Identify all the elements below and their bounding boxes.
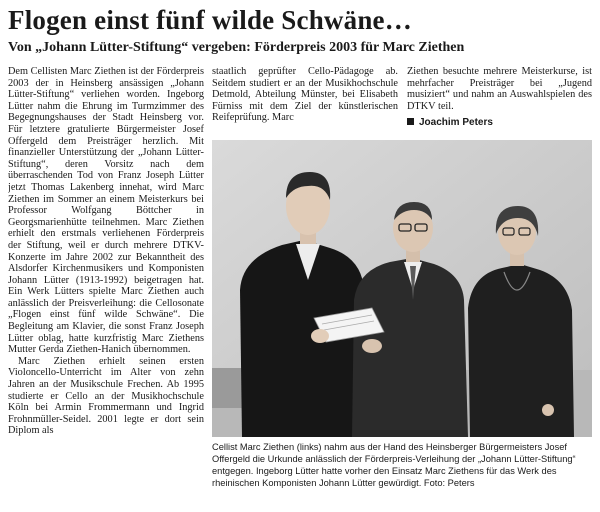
article-column-left	[8, 66, 204, 512]
news-photo	[212, 140, 592, 437]
article-column-right	[407, 66, 592, 112]
subheadline: Von „Johann Lütter-Stiftung“ vergeben: Förderpreis 2003 für Marc Ziethen	[8, 40, 465, 55]
photo-caption: Cellist Marc Ziethen (links) nahm aus der Hand des Heinsberger Bürgermeisters Josef Offergeld die Urkunde anlässlich der Förderpreis-Verleihung der „Johann Lütter-Stiftung“ entgegen. Ingeborg Lütter hatte vorher den Einsatz Marc Ziethens für das Werk des rheinischen Komponisten Johann Lütter gewürdigt. Foto: Peters	[212, 442, 576, 488]
author-name: Joachim Peters	[419, 117, 493, 128]
author-byline	[407, 117, 493, 129]
photo-illustration	[212, 140, 592, 437]
body-paragraph: staatlich geprüfter Cello-Pädagoge ab. Seitdem studiert er an der Musikhochschule Detmold, Abteilung Münster, bei Elisabeth Fürniss mit dem Ziel der künstlerischen Reifeprüfung. Marc	[212, 66, 398, 124]
headline: Flogen einst fünf wilde Schwäne…	[8, 5, 412, 35]
byline-square-icon	[407, 118, 414, 125]
article-column-middle	[212, 66, 398, 124]
body-paragraph: Dem Cellisten Marc Ziethen ist der Förderpreis 2003 der in Heinsberg ansässigen „Johann Lütter-Stiftung“ verliehen worden. Ingeborg Lütter nahm die Ehrung im Turmzimmer des Begegnungshauses der Stadt Heinsberg vor. Für letztere gratulierte Bürgermeister Josef Offergeld dem Preisträger herzlich. Mit finanzieller Unterstützung der „Johann Lütter-Stiftung“, deren Vorsitz nach dem überraschenden Tod von Franz Joseph Lütter jetzt Thomas Lakenberg innehat, wird Marc Ziethen im Sommer an einem Meisterkurs bei Professor Wolfgang Böttcher in Georgsmarienhütte teilnehmen. Marc Ziethen erhielt den erstmals verliehenen Förderpreis der Stiftung, weil er durch mehrere DTKV-Konzerte im Jahre 2002 zur Bekanntheit des Alsdorfer Kirchenmusikers und Komponisten Johann Lütter (1913-1992) beigetragen hat. Ein Werk Lütters spielte Marc Ziethen auch anlässlich der Preisverleihung: die Cellosonate „Flogen einst fünf wilde Schwäne“. Die Begleitung am Klavier, die sonst Franz Joseph Lütter oblag, hatte kurzfristig Marc Ziethens Mutter Gerda Ziethen-Hanich übernommen.	[8, 66, 204, 356]
body-paragraph: Marc Ziethen erhielt seinen ersten Violoncello-Unterricht im Alter von zehn Jahren an der Musikschule Frechen. Ab 1995 studierte er Cello an der Musikhochschule Köln bei Armin Frommermann und Ingrid Frohnmüller-Seidel. 2001 legte er dort sein Diplom als	[8, 355, 204, 437]
body-paragraph: Ziethen besuchte mehrere Meisterkurse, ist mehrfacher Preisträger bei „Jugend musiziert“ und nahm an Auswahlspielen des DTKV teil.	[407, 66, 592, 112]
